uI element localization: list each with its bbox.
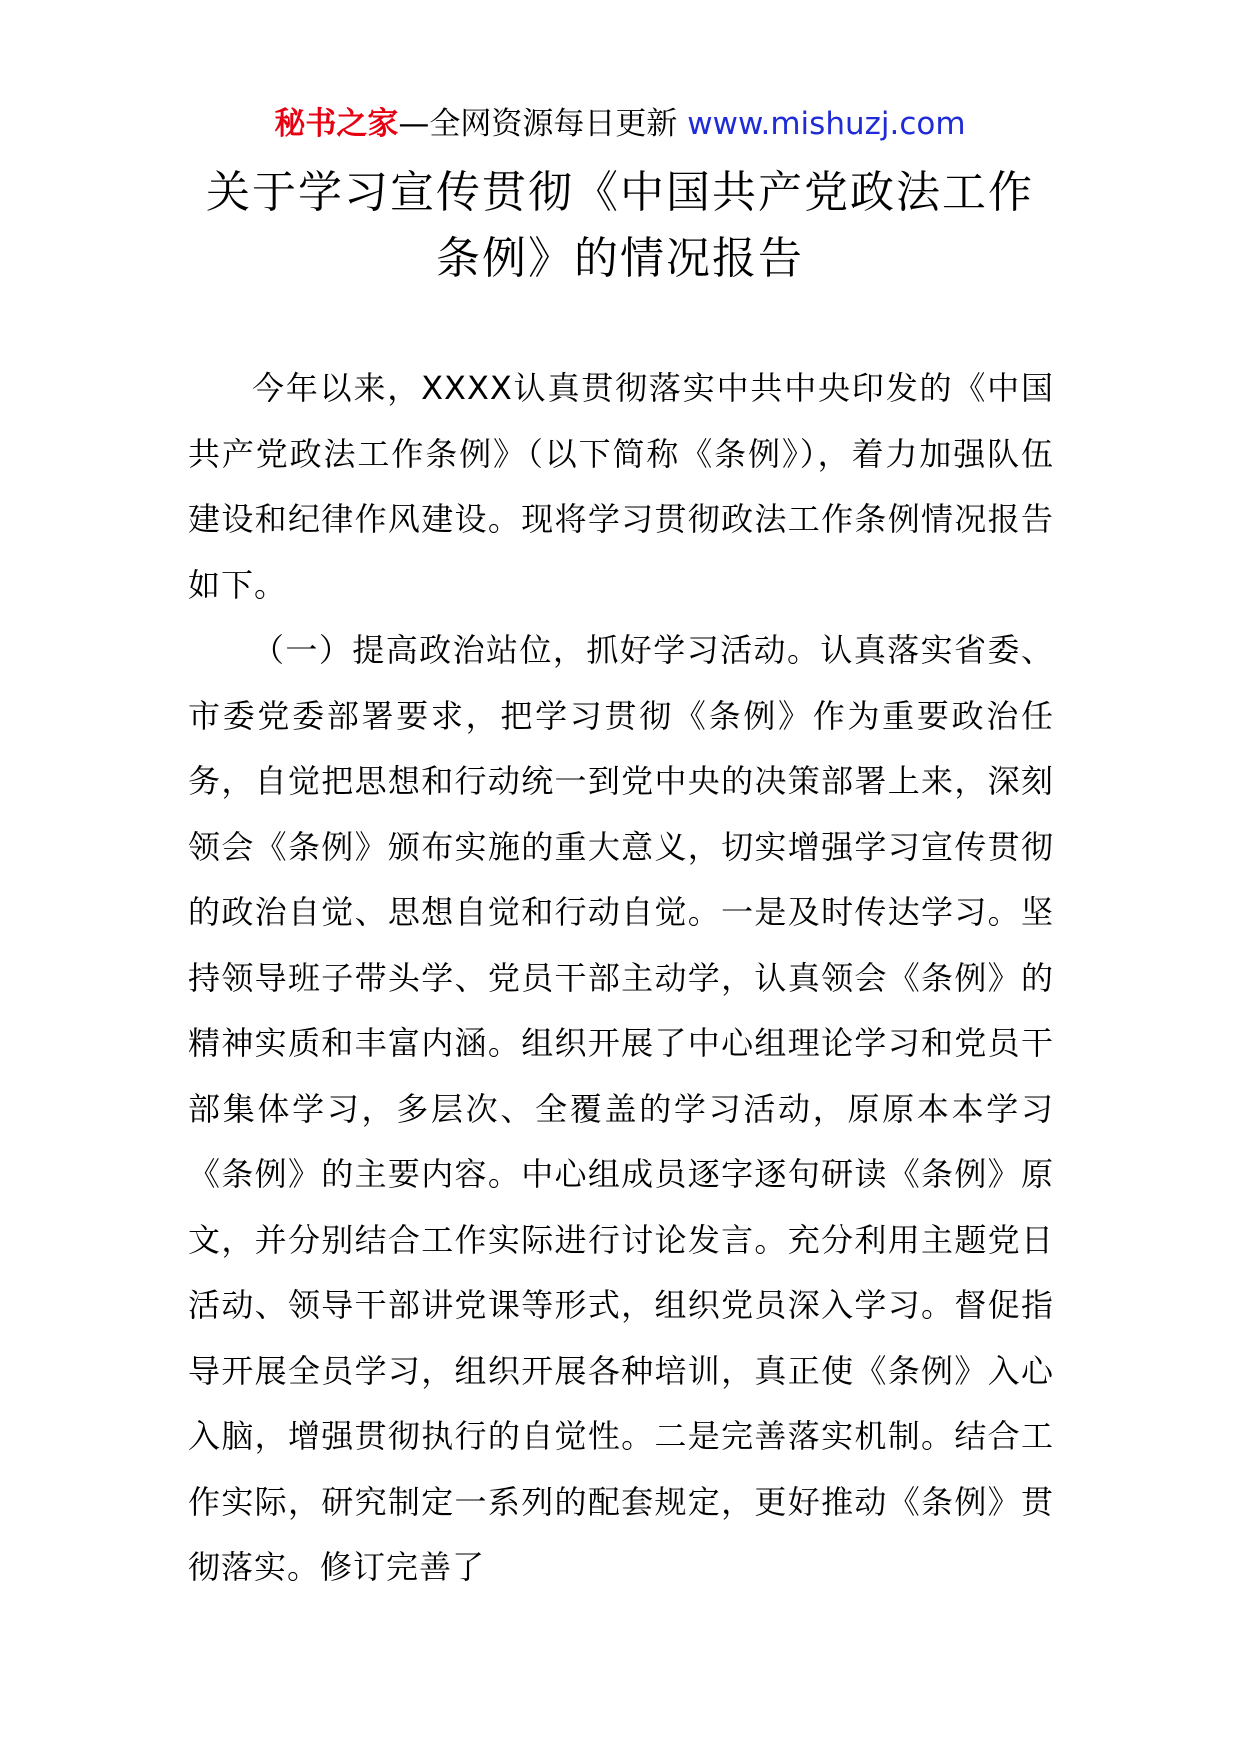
paragraph-intro: 今年以来，XXXX认真贯彻落实中共中央印发的《中国共产党政法工作条例》（以下简称《条例》），着力加强队伍建设和纪律作风建设。现将学习贯彻政法工作条例情况报告如下。 [188, 369, 1054, 604]
paragraph-section-one: （一）提高政治站位，抓好学习活动。认真落实省委、市委党委部署要求，把学习贯彻《条例》作为重要政治任务，自觉把思想和行动统一到党中央的决策部署上来，深刻领会《条例》颁布实施的重大意义，切实增强学习宣传贯彻的政治自觉、思想自觉和行动自觉。一是及时传达学习。坚持领导班子带头学、党员干部主动学，认真领会《条例》的精神实质和丰富内涵。组织开展了中心组理论学习和党员干部集体学习，多层次、全覆盖的学习活动，原原本本学习《条例》的主要内容。中心组成员逐字逐句研读《条例》原文，并分别结合工作实际进行讨论发言。充分利用主题党日活动、领导干部讲党课等形式，组织党员深入学习。督促指导开展全员学习，组织开展各种培训，真正使《条例》入心入脑，增强贯彻执行的自觉性。二是完善落实机制。结合工作实际，研究制定一系列的配套规定，更好推动《条例》贯彻落实。修订完善了 [188, 631, 1054, 1586]
document-title: 关于学习宣传贯彻《中国共产党政法工作条例》的情况报告 [206, 167, 1034, 284]
document-body [188, 356, 1054, 1601]
brand-name: 秘书之家 [274, 106, 399, 142]
website-link[interactable]: www.mishuzj.com [687, 106, 966, 142]
page-header [0, 102, 1240, 146]
header-tagline: —全网资源每日更新 [398, 106, 678, 142]
